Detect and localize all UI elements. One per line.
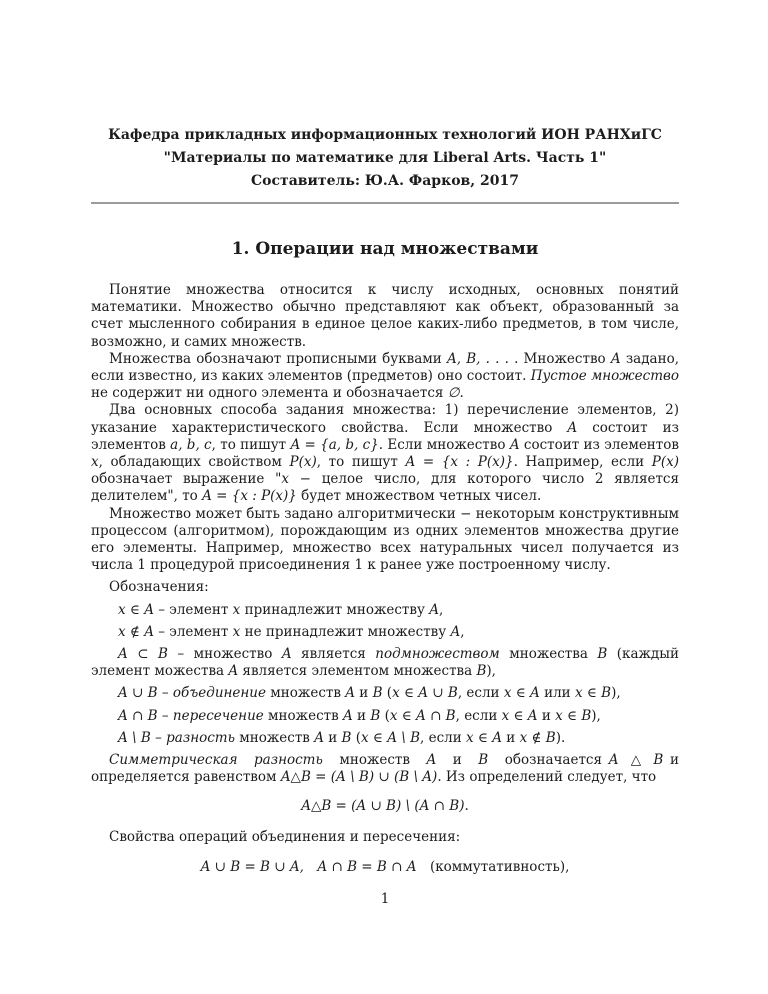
text-segment: , xyxy=(438,601,444,618)
math-segment: a, b, c xyxy=(170,436,212,453)
math-segment: A ∪ B = B ∪ A, xyxy=(200,858,304,875)
header-divider-rule xyxy=(91,202,679,204)
text-segment: обозначается xyxy=(488,752,609,769)
italic-text-segment: подмножеством xyxy=(375,646,500,663)
text-segment: и xyxy=(323,729,342,746)
math-segment: x ∈ A xyxy=(501,707,538,724)
math-segment: A, B, . . . xyxy=(447,350,509,367)
math-segment: A ∪ B xyxy=(118,685,158,702)
paragraph-properties-intro xyxy=(91,829,679,846)
header-department-line: Кафедра прикладных информационных технологий ИОН РАНХиГС xyxy=(108,127,662,143)
text-segment: ( xyxy=(382,685,393,702)
text-segment: . Если множество xyxy=(378,436,510,453)
math-segment: A xyxy=(426,752,437,769)
math-segment: A△B = (A \ B) ∪ (B \ A) xyxy=(280,769,438,786)
paragraph-symmetric-difference xyxy=(91,752,679,786)
math-segment: A△B = (A ∪ B) \ (A ∩ B) xyxy=(301,798,465,815)
text-segment: (каждый элемент можества xyxy=(91,646,679,680)
math-segment: A = {x : P(x)} xyxy=(202,488,297,505)
text-segment: (коммутативность), xyxy=(416,858,570,875)
italic-text-segment: Симметрическая разность xyxy=(109,752,323,769)
text-segment: множества xyxy=(499,646,598,663)
text-segment: . Например, если xyxy=(513,454,652,471)
math-segment: A xyxy=(314,729,324,746)
text-segment: , если xyxy=(455,707,502,724)
math-segment: A ∩ B xyxy=(118,707,158,724)
math-segment: P(x) xyxy=(289,454,317,471)
text-segment: – элемент xyxy=(153,623,233,640)
text-segment: – множество xyxy=(167,646,282,663)
math-segment: x xyxy=(232,601,241,618)
equation-symmetric-difference xyxy=(91,797,679,815)
math-segment: B xyxy=(478,752,489,769)
notation-item-intersection xyxy=(91,708,679,725)
text-segment: является элементом множества xyxy=(238,663,477,680)
text-segment: – элемент xyxy=(153,601,233,618)
math-segment: A xyxy=(429,601,439,618)
math-segment: x ∈ B xyxy=(574,685,612,702)
math-segment: A xyxy=(345,685,355,702)
text-segment: и xyxy=(501,729,520,746)
italic-text-segment: объединение xyxy=(172,685,266,702)
text-segment: будет множеством четных чисел. xyxy=(296,488,542,505)
math-segment: ∅ xyxy=(447,385,460,402)
math-segment: A△B xyxy=(608,752,664,769)
text-segment: не принадлежит множеству xyxy=(240,623,451,640)
text-segment: Два основных способа задания множества: 1) перечисление элементов, 2) указание характеристического свойства. Если множество xyxy=(91,402,679,436)
math-segment: x xyxy=(232,623,241,640)
text-segment: является xyxy=(291,646,376,663)
math-segment: A ⊂ B xyxy=(118,646,168,663)
text-segment: задано, если известно, из каких элементов (предметов) оно состоит. xyxy=(91,350,680,385)
text-segment: и xyxy=(436,752,479,769)
paragraph-algorithmic xyxy=(91,506,679,575)
math-segment: x ∈ A xyxy=(118,601,154,618)
text-segment xyxy=(304,859,318,875)
math-segment: x ∉ A xyxy=(118,623,154,640)
math-segment: A xyxy=(281,646,292,663)
equation-commutativity xyxy=(91,858,679,876)
text-segment: – xyxy=(150,729,167,746)
math-segment: x ∈ A ∪ B xyxy=(392,685,458,702)
math-segment: A xyxy=(228,663,239,680)
text-segment: , если xyxy=(457,685,504,702)
math-segment: A = {a, b, c} xyxy=(290,436,379,453)
italic-text-segment: пересечение xyxy=(172,707,264,724)
paragraph-set-definition xyxy=(91,351,679,403)
math-segment: x ∈ B xyxy=(555,707,592,724)
math-segment: x ∈ A \ B xyxy=(361,729,421,746)
notation-item-subset xyxy=(91,646,679,680)
math-segment: A xyxy=(567,419,578,436)
page-number: 1 xyxy=(380,890,390,907)
text-segment: – xyxy=(157,685,173,702)
math-segment: B xyxy=(370,707,381,724)
math-segment: x xyxy=(281,471,289,488)
text-segment: состоит из элементов xyxy=(519,436,679,453)
math-segment: x ∈ A ∩ B xyxy=(389,707,456,724)
text-segment: Обозначения: xyxy=(109,579,209,596)
text-segment: и xyxy=(537,707,556,724)
text-segment: принадлежит множеству xyxy=(240,601,430,618)
notation-item-membership xyxy=(91,602,679,619)
math-segment: P(x) xyxy=(651,454,679,471)
header-series-title-line: "Материалы по математике для Liberal Arts. Часть 1" xyxy=(163,150,607,166)
math-segment: B xyxy=(372,685,383,702)
text-segment: , если xyxy=(420,729,467,746)
math-segment: A xyxy=(610,350,621,367)
math-segment: A = {x : P(x)} xyxy=(405,454,514,471)
text-segment: и xyxy=(355,685,373,702)
text-segment: множеств xyxy=(322,752,427,769)
text-segment: не содержит ни одного элемента и обозначается xyxy=(91,385,448,402)
text-segment: , обладающих свойством xyxy=(98,454,290,471)
text-segment: – xyxy=(157,707,173,724)
text-segment: множеств xyxy=(263,707,344,724)
text-segment: и определяется равенством xyxy=(91,752,679,786)
paragraph-two-ways xyxy=(91,402,679,505)
text-segment: множеств xyxy=(234,729,315,746)
text-segment: множеств xyxy=(266,685,346,702)
math-segment: B xyxy=(597,646,608,663)
text-segment: ), xyxy=(611,685,621,702)
math-segment: B xyxy=(341,729,352,746)
text-segment: − целое число, для которого число 2 является делителем", то xyxy=(91,471,679,505)
section-title: 1. Операции над множествами xyxy=(231,239,539,259)
math-segment: x xyxy=(91,454,99,471)
notation-item-difference xyxy=(91,730,679,747)
document-header xyxy=(91,124,679,193)
text-segment: и xyxy=(352,707,371,724)
math-segment: B xyxy=(476,663,487,680)
math-segment: x ∈ A xyxy=(503,685,540,702)
text-segment: Понятие множества относится к числу исходных, основных понятий математики. Множество обычно представляют как объект, образованный за счет мысленного собирания в единое целое каких-либо предметов, в том числе, возможно, и самих множеств. xyxy=(91,282,679,350)
text-segment: , то пишут xyxy=(316,454,406,471)
text-segment: ), xyxy=(486,663,496,680)
text-segment: обозначает выражение " xyxy=(91,471,282,488)
italic-text-segment: Пустое множество xyxy=(530,368,679,385)
math-segment: A xyxy=(509,436,520,453)
math-segment: x ∈ A xyxy=(466,729,502,746)
text-segment: . Множество xyxy=(508,350,611,367)
text-segment: ), xyxy=(591,707,601,724)
text-segment: состоит из элементов xyxy=(91,419,679,453)
text-segment: Множество может быть задано алгоритмически − некоторым конструктивным процессом (алгоритмом), порождающим из одних элементов множества другие его элементы. Например, множество всех натуральных чисел получается из числа 1 процедурой присоединения 1 к ранее уже построенному числу. xyxy=(91,505,679,574)
math-segment: A xyxy=(450,623,461,640)
math-segment: x ∉ B xyxy=(519,729,556,746)
text-segment: . xyxy=(459,385,464,402)
text-segment: . Из определений следует, что xyxy=(437,769,657,786)
italic-text-segment: разность xyxy=(166,729,235,746)
paragraph-intro xyxy=(91,282,679,351)
text-segment: Свойства операций объединения и пересечения: xyxy=(109,829,461,846)
notation-item-not-membership xyxy=(91,624,679,641)
math-segment: A xyxy=(343,707,353,724)
text-segment: ( xyxy=(380,707,390,724)
math-segment: A ∩ B = B ∩ A xyxy=(317,858,417,875)
text-segment: Множества обозначают прописными буквами xyxy=(109,350,447,367)
text-segment: . xyxy=(464,798,469,815)
header-compiler-line: Составитель: Ю.А. Фарков, 2017 xyxy=(251,173,519,189)
math-segment: A \ B xyxy=(118,729,151,746)
text-segment: , то пишут xyxy=(211,436,291,453)
text-segment: или xyxy=(539,685,575,702)
text-segment: ). xyxy=(555,729,566,746)
notation-label xyxy=(91,579,679,596)
text-segment: , xyxy=(460,623,465,640)
notation-item-union xyxy=(91,685,679,702)
text-segment: ( xyxy=(351,729,362,746)
